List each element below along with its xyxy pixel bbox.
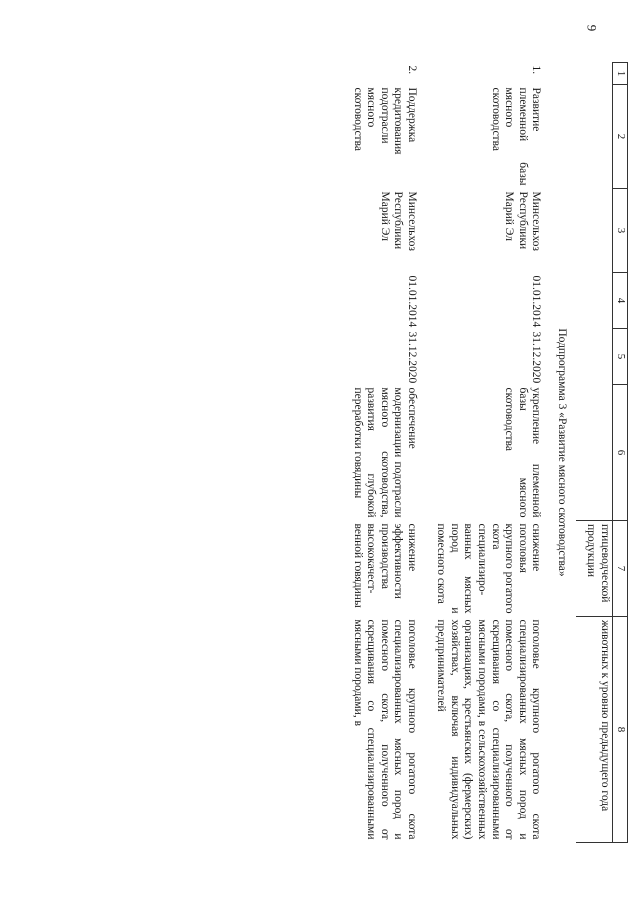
column-header-2: 2	[613, 85, 628, 189]
start-date: 01.01.2014	[530, 275, 543, 328]
page-number: 9	[584, 24, 600, 32]
executor: Минсельхоз Республики Марий Эл	[503, 191, 543, 251]
table-row	[336, 63, 420, 843]
end-date: 31.12.2020	[530, 331, 543, 384]
subprogram-row	[544, 63, 576, 843]
expected-result: обеспечение модернизации подотрасли мясного скотоводства, развития глубокой переработки говядины	[351, 387, 418, 518]
consequence: снижение поголовья крупного рогатого скота специализиро-ванных мясных пород и помесного скота	[435, 523, 543, 614]
indicator: поголовье крупного рогатого скота специализированных мясных пород и помесного скота, полученного от скрещивания со специализированными мясными породами, в сельскохозяйственных организациях, крестьянских (фермерских) хозяйствах, включая индивидуальных предпринимателей	[435, 619, 543, 840]
column-header-3: 3	[613, 189, 628, 273]
table-row	[420, 63, 545, 843]
column-number-row	[613, 63, 628, 843]
continuation-col8: животных к уровню предыдущего года	[576, 617, 613, 843]
column-header-5: 5	[613, 329, 628, 385]
end-date: 31.12.2020	[405, 331, 418, 384]
column-header-8: 8	[613, 617, 628, 843]
measure-name: Развитие племенной базы мясного скотоводства	[489, 87, 543, 186]
column-header-4: 4	[613, 273, 628, 329]
start-date: 01.01.2014	[405, 275, 418, 328]
rotated-document-table	[118, 62, 628, 842]
continuation-row	[576, 63, 613, 843]
executor: Минсельхоз Республики Марий Эл	[378, 191, 418, 251]
expected-result: укрепление племенной базы мясного скотоводства	[503, 387, 543, 518]
row-number: 2.	[405, 65, 418, 75]
indicator: поголовье крупного рогатого скота специализированных мясных пород и помесного скота, полученного от скрещивания со специализированными мясными породами, в	[351, 619, 418, 840]
column-header-1: 1	[613, 63, 628, 85]
continuation-col7: птицеводческой продукции	[576, 521, 613, 617]
column-header-6: 6	[613, 385, 628, 521]
measure-name: Поддержка кредитования подотрасли мясного скотоводства	[351, 87, 418, 155]
measures-table	[336, 62, 628, 843]
column-header-7: 7	[613, 521, 628, 617]
row-number: 1.	[530, 65, 543, 75]
consequence: снижение эффективности производства высококачест-венной говядины	[351, 523, 418, 608]
subprogram-title: Подпрограмма 3 «Развитие мясного скотоводства»	[555, 328, 568, 577]
